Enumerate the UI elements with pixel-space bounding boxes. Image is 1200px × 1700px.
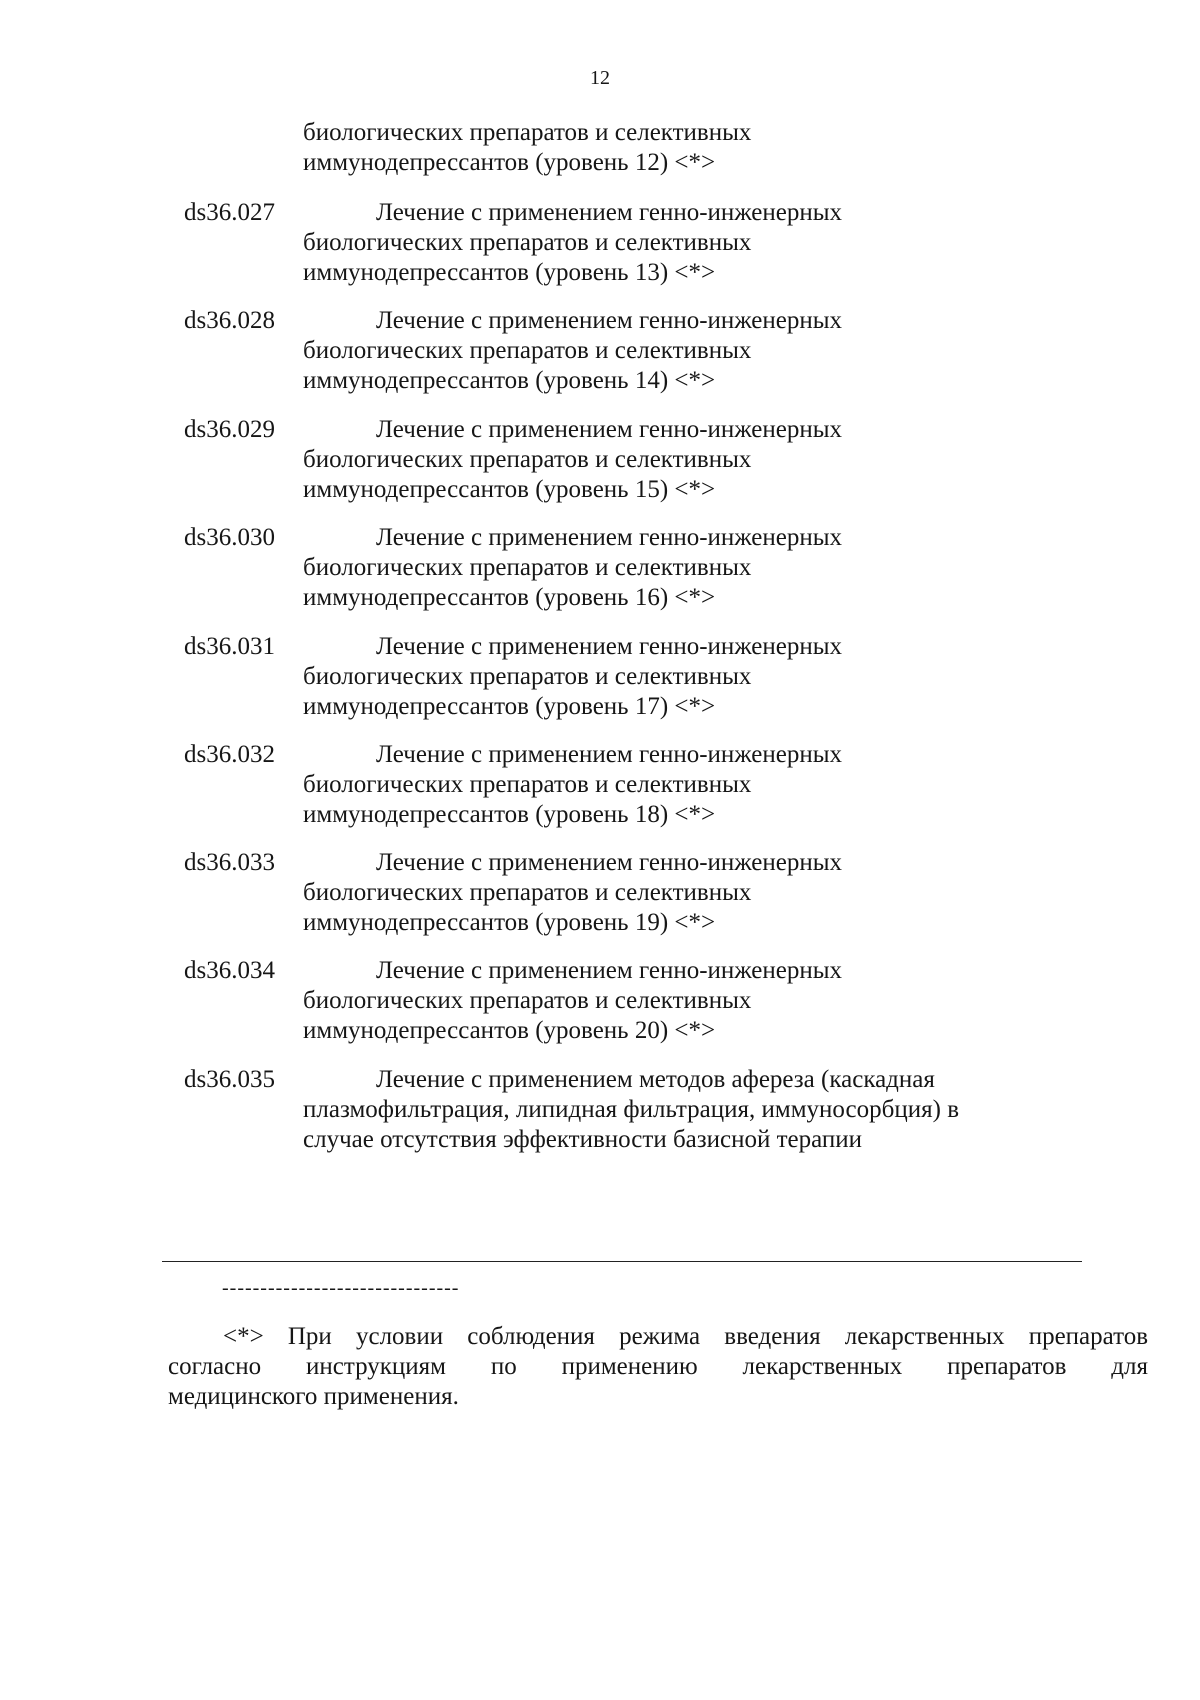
footnote-line: <*> При условии соблюдения режима введения лекарственных препаратов <box>223 1323 1148 1350</box>
entry-ds36-029 <box>0 415 1200 515</box>
entry-description-line: иммунодепрессантов (уровень 15) <*> <box>303 476 716 503</box>
footnote <box>168 1322 1148 1412</box>
entry-description-line: биологических препаратов и селективных <box>303 879 752 906</box>
entry-description <box>303 415 1083 505</box>
entry-ds36-035 <box>0 1065 1200 1165</box>
entry-description-line: Лечение с применением генно-инженерных <box>376 633 843 660</box>
entry-description-line: биологических препаратов и селективных <box>303 663 752 690</box>
entry-code: ds36.032 <box>184 741 275 768</box>
entry-description-line: Лечение с применением генно-инженерных <box>376 416 843 443</box>
entry-ds36-032 <box>0 740 1200 840</box>
entry-description-line: иммунодепрессантов (уровень 20) <*> <box>303 1017 716 1044</box>
entry-description <box>303 848 1083 938</box>
entry-code: ds36.028 <box>184 307 275 334</box>
entry-description <box>303 306 1083 396</box>
entry-description-line: биологических препаратов и селективных <box>303 337 752 364</box>
entry-description <box>303 198 1083 288</box>
entry-ds36-028 <box>0 306 1200 406</box>
entry-code: ds36.033 <box>184 849 275 876</box>
entry-description-line: Лечение с применением генно-инженерных <box>376 849 843 876</box>
entry-description-line: иммунодепрессантов (уровень 19) <*> <box>303 909 716 936</box>
entry-ds36-027 <box>0 198 1200 298</box>
entry-ds36-033 <box>0 848 1200 948</box>
entry-description-line: Лечение с применением методов афереза (каскадная <box>376 1066 935 1093</box>
entry-description <box>303 1065 1083 1155</box>
carryover-line-2: иммунодепрессантов (уровень 12) <*> <box>303 149 716 176</box>
entry-description-line: плазмофильтрация, липидная фильтрация, иммуносорбция) в <box>303 1096 959 1123</box>
entry-description <box>303 523 1083 613</box>
carryover-line-1: биологических препаратов и селективных <box>303 119 752 146</box>
entry-code: ds36.034 <box>184 957 275 984</box>
table-bottom-rule <box>162 1261 1082 1262</box>
entry-description <box>303 740 1083 830</box>
entry-description-line: биологических препаратов и селективных <box>303 554 752 581</box>
footnote-separator: ------------------------------- <box>222 1277 460 1299</box>
entry-code: ds36.029 <box>184 416 275 443</box>
entry-code: ds36.027 <box>184 199 275 226</box>
entry-description-line: иммунодепрессантов (уровень 17) <*> <box>303 693 716 720</box>
entry-ds36-034 <box>0 956 1200 1056</box>
entry-description-line: Лечение с применением генно-инженерных <box>376 957 843 984</box>
footnote-line: медицинского применения. <box>168 1383 459 1410</box>
entry-ds36-030 <box>0 523 1200 623</box>
entry-description-line: Лечение с применением генно-инженерных <box>376 307 843 334</box>
entry-ds36-031 <box>0 632 1200 732</box>
entry-description-line: иммунодепрессантов (уровень 13) <*> <box>303 259 716 286</box>
entry-description <box>303 632 1083 722</box>
entry-description-line: случае отсутствия эффективности базисной терапии <box>303 1126 863 1153</box>
entry-code: ds36.031 <box>184 633 275 660</box>
entry-description-line: иммунодепрессантов (уровень 16) <*> <box>303 584 716 611</box>
entry-description-line: Лечение с применением генно-инженерных <box>376 741 843 768</box>
entry-description-line: иммунодепрессантов (уровень 14) <*> <box>303 367 716 394</box>
entry-description-line: биологических препаратов и селективных <box>303 987 752 1014</box>
entry-description-line: Лечение с применением генно-инженерных <box>376 199 843 226</box>
entry-description-line: биологических препаратов и селективных <box>303 229 752 256</box>
entry-code: ds36.035 <box>184 1066 275 1093</box>
entry-description-line: Лечение с применением генно-инженерных <box>376 524 843 551</box>
entry-description-line: биологических препаратов и селективных <box>303 771 752 798</box>
entry-description-line: биологических препаратов и селективных <box>303 446 752 473</box>
entry-description-line: иммунодепрессантов (уровень 18) <*> <box>303 801 716 828</box>
entry-code: ds36.030 <box>184 524 275 551</box>
footnote-line: согласно инструкциям по применению лекарственных препаратов для <box>168 1353 1148 1380</box>
entry-description <box>303 956 1083 1046</box>
page-number: 12 <box>590 67 610 89</box>
